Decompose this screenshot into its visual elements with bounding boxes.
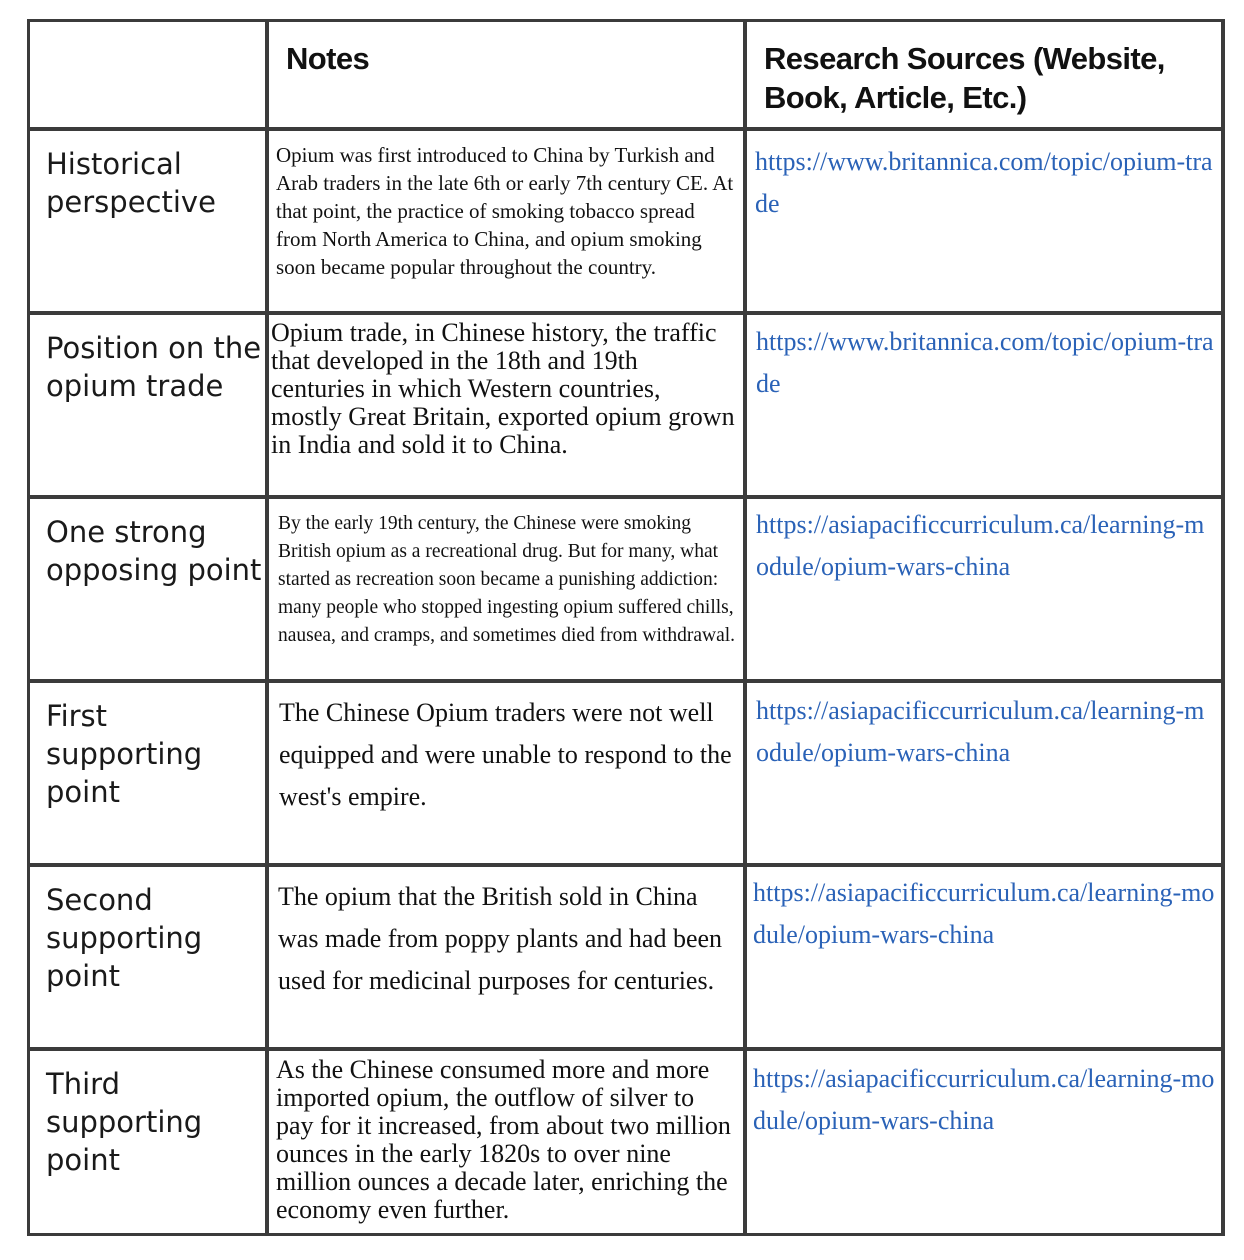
header-notes: Notes — [269, 22, 743, 127]
research-table — [27, 19, 1225, 1236]
source-link[interactable]: https://www.britannica.com/topic/opium-trade — [755, 147, 1213, 218]
source-link[interactable]: https://www.britannica.com/topic/opium-trade — [756, 327, 1214, 398]
row-label-position-on-opium-trade: Position on the opium trade — [30, 315, 265, 495]
row-source-second-supporting-point — [747, 867, 1221, 1047]
row-source-third-supporting-point — [747, 1051, 1221, 1233]
row-notes-historical-perspective: Opium was first introduced to China by Turkish and Arab traders in the late 6th or early 7th century CE. At that point, the practice of smoking tobacco spread from North America to China, and opium smoking soon became popular throughout the country. — [269, 131, 743, 311]
row-source-opposing-point — [747, 499, 1221, 679]
row-source-position-on-opium-trade — [747, 315, 1221, 495]
row-label-third-supporting-point: Third supporting point — [30, 1051, 265, 1233]
row-notes-first-supporting-point: The Chinese Opium traders were not well equipped and were unable to respond to the west's empire. — [269, 683, 743, 863]
row-source-historical-perspective — [747, 131, 1221, 311]
row-notes-position-on-opium-trade: Opium trade, in Chinese history, the traffic that developed in the 18th and 19th centuries in which Western countries, mostly Great Britain, exported opium grown in India and sold it to China. — [269, 315, 743, 495]
source-link[interactable]: https://asiapacificcurriculum.ca/learning-module/opium-wars-china — [753, 1064, 1215, 1135]
source-link[interactable]: https://asiapacificcurriculum.ca/learning-module/opium-wars-china — [753, 878, 1215, 949]
row-label-opposing-point: One strong opposing point — [30, 499, 265, 679]
source-link[interactable]: https://asiapacificcurriculum.ca/learning-module/opium-wars-china — [756, 510, 1205, 581]
header-research-sources: Research Sources (Website, Book, Article, Etc.) — [747, 22, 1221, 127]
row-label-historical-perspective: Historical perspective — [30, 131, 265, 311]
row-source-first-supporting-point — [747, 683, 1221, 863]
row-notes-third-supporting-point: As the Chinese consumed more and more imported opium, the outflow of silver to pay for it increased, from about two million ounces in the early 1820s to over nine million ounces a decade later, enriching the economy even further. — [269, 1051, 743, 1233]
row-label-first-supporting-point: First supporting point — [30, 683, 265, 863]
header-blank-cell — [30, 22, 265, 127]
row-notes-second-supporting-point: The opium that the British sold in China was made from poppy plants and had been used for medicinal purposes for centuries. — [269, 867, 743, 1047]
row-label-second-supporting-point: Second supporting point — [30, 867, 265, 1047]
source-link[interactable]: https://asiapacificcurriculum.ca/learning-module/opium-wars-china — [756, 696, 1205, 767]
row-notes-opposing-point: By the early 19th century, the Chinese were smoking British opium as a recreational drug. But for many, what started as recreation soon became a punishing addiction: many people who stopped ingesting opium suffered chills, nausea, and cramps, and sometimes died from withdrawal. — [269, 499, 743, 679]
